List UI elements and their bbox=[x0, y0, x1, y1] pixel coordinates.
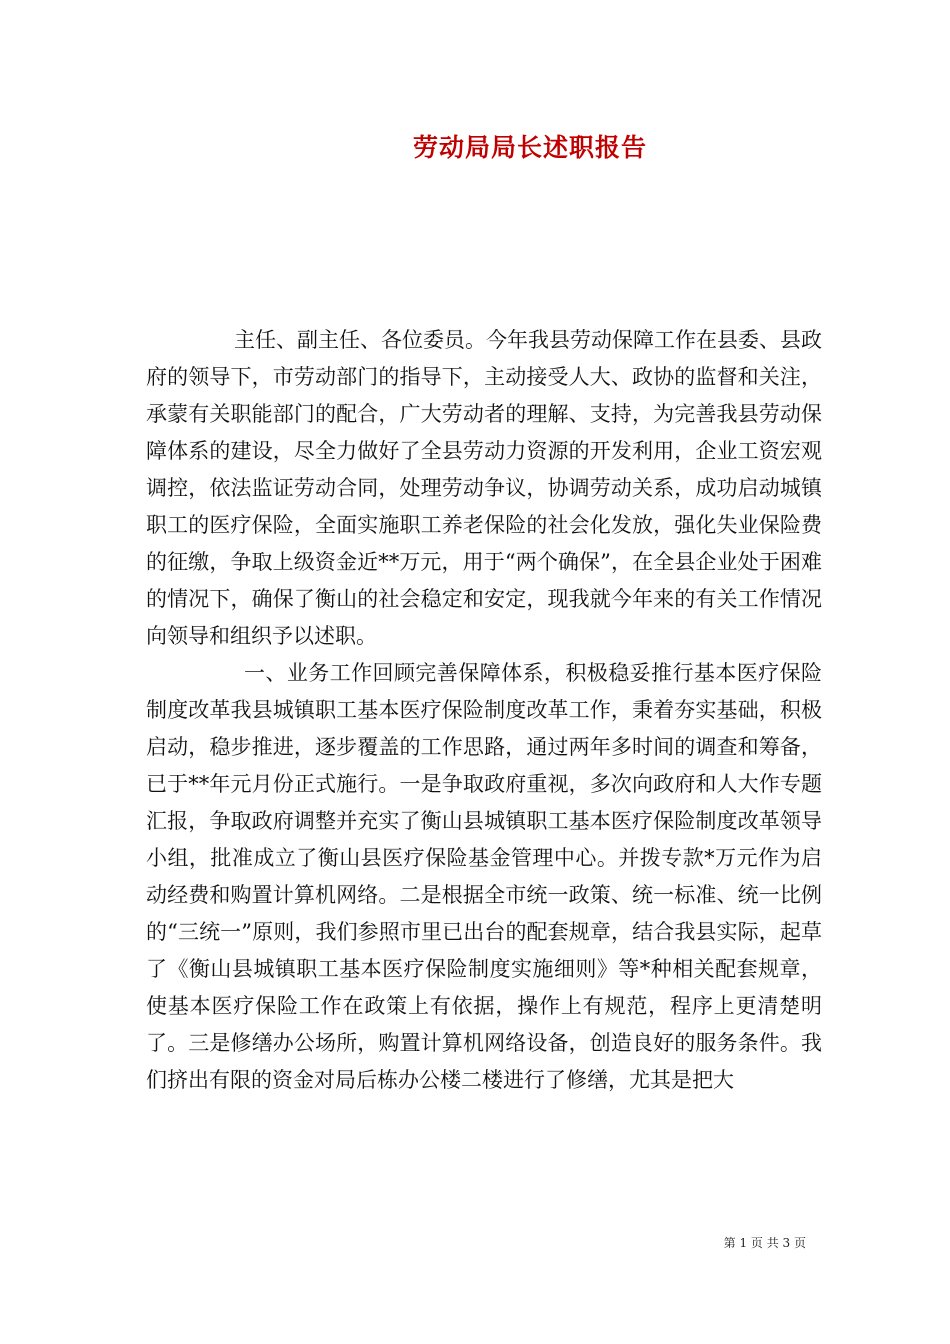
paragraph-intro: 主任、副主任、各位委员。今年我县劳动保障工作在县委、县政府的领导下，市劳动部门的指导下，主动接受人大、政协的监督和关注，承蒙有关职能部门的配合，广大劳动者的理解、支持，为完善我县劳动保障体系的建设，尽全力做好了全县劳动力资源的开发利用，企业工资宏观调控，依法监证劳动合同，处理劳动争议，协调劳动关系，成功启动城镇职工的医疗保险，全面实施职工养老保险的社会化发放，强化失业保险费的征缴，争取上级资金近**万元，用于“两个确保”，在全县企业处于困难的情况下，确保了衡山的社会稳定和安定，现我就今年来的有关工作情况向领导和组织予以述职。 bbox=[146, 328, 822, 648]
paragraph-work-review: 一、业务工作回顾完善保障体系，积极稳妥推行基本医疗保险制度改革我县城镇职工基本医疗保险制度改革工作，秉着夯实基础，积极启动，稳步推进，逐步覆盖的工作思路，通过两年多时间的调查和筹备，已于**年元月份正式施行。一是争取政府重视，多次向政府和人大作专题汇报，争取政府调整并充实了衡山县城镇职工基本医疗保险制度改革领导小组，批准成立了衡山县医疗保险基金管理中心。并拨专款*万元作为启动经费和购置计算机网络。二是根据全市统一政策、统一标准、统一比例的“三统一”原则，我们参照市里已出台的配套规章，结合我县实际，起草了《衡山县城镇职工基本医疗保险制度实施细则》等*种相关配套规章，使基本医疗保险工作在政策上有依据，操作上有规范，程序上更清楚明了。三是修缮办公场所，购置计算机网络设备，创造良好的服务条件。我们挤出有限的资金对局后栋办公楼二楼进行了修缮，尤其是把大 bbox=[146, 661, 822, 1092]
document-title: 劳动局局长述职报告 bbox=[412, 133, 647, 162]
document-body bbox=[146, 322, 822, 1099]
page-number-footer: 第 1 页 共 3 页 bbox=[723, 1236, 806, 1250]
